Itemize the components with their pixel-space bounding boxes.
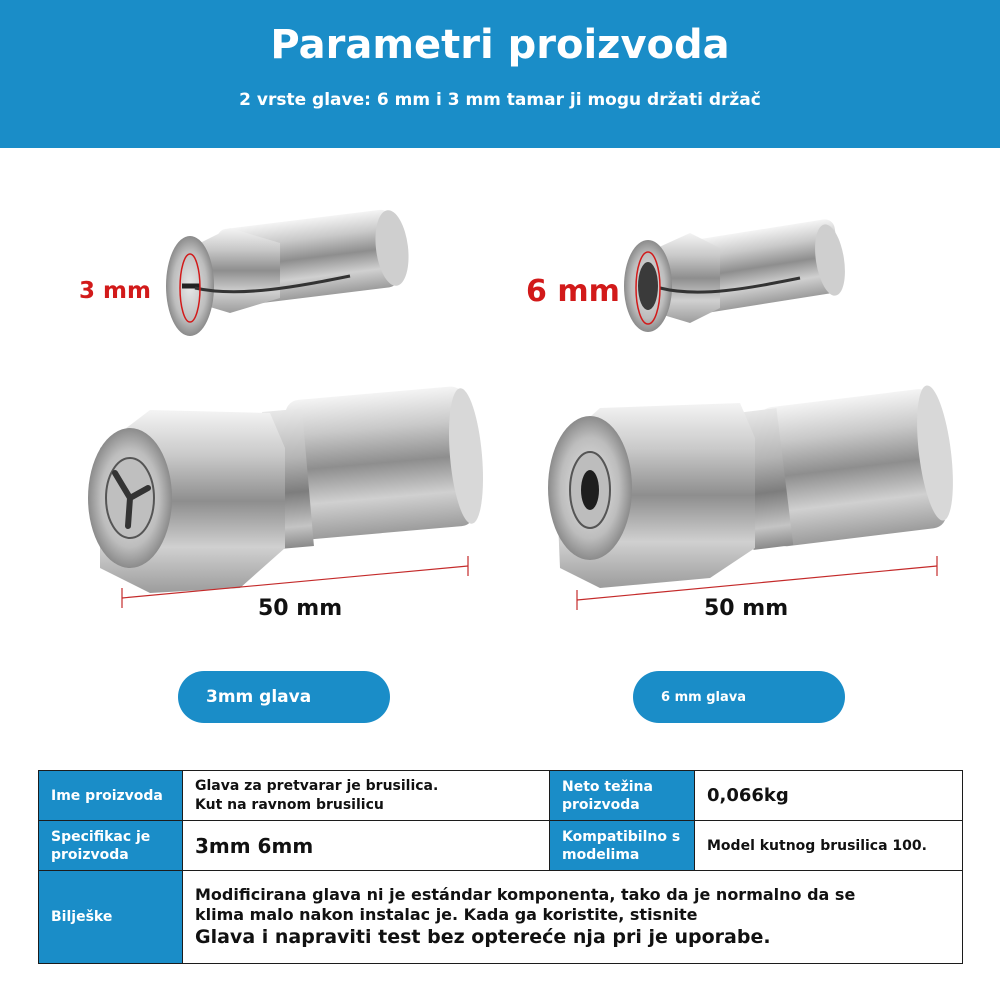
compatible-models-value: Model kutnog brusilica 100.	[695, 821, 963, 871]
collet-6mm-image	[624, 218, 849, 332]
collet-3mm-image	[166, 208, 413, 336]
dimension-3mm-label: 3 mm	[79, 278, 151, 304]
length-right-label: 50 mm	[704, 596, 789, 621]
product-spec-value: 3mm 6mm	[183, 821, 550, 871]
notes-line1: Modificirana glava ni je estándar komponenta, tako da je normalno da se	[195, 885, 856, 904]
product-name-header: Ime proizvoda	[39, 771, 183, 821]
dimension-6mm-label: 6 mm	[526, 274, 620, 309]
badge-6mm-head-label: 6 mm glava	[661, 689, 746, 705]
specs-table	[38, 770, 963, 964]
length-left-label: 50 mm	[258, 596, 343, 621]
net-weight-value: 0,066kg	[695, 771, 963, 821]
header-banner	[0, 0, 1000, 148]
badge-3mm-head	[178, 671, 390, 723]
product-name-line2: Kut na ravnom brusilicu	[195, 796, 384, 813]
specs-row-spec	[39, 821, 963, 871]
page-title: Parametri proizvoda	[270, 22, 730, 68]
product-spec-header: Specifikac je proizvoda	[39, 821, 183, 871]
holder-6mm-image	[548, 384, 959, 588]
badge-3mm-head-label: 3mm glava	[206, 687, 312, 707]
specs-row-notes	[39, 871, 963, 964]
holder-3mm-image	[88, 385, 488, 593]
net-weight-header: Neto težina proizvoda	[550, 771, 695, 821]
badge-6mm-head	[633, 671, 845, 723]
notes-header: Bilješke	[39, 871, 183, 964]
compatible-models-header: Kompatibilno s modelima	[550, 821, 695, 871]
notes-value	[183, 871, 963, 964]
product-name-line1: Glava za pretvarar je brusilica.	[195, 777, 439, 794]
product-name-value	[183, 771, 550, 821]
page-subtitle: 2 vrste glave: 6 mm i 3 mm tamar ji mogu držati držač	[239, 90, 761, 110]
product-photo	[0, 148, 1000, 768]
specs-row-name	[39, 771, 963, 821]
notes-line2: klima malo nakon instalac je. Kada ga koristite, stisnite	[195, 905, 698, 924]
notes-line3: Glava i napraviti test bez optereće nja pri je uporabe.	[195, 926, 771, 948]
